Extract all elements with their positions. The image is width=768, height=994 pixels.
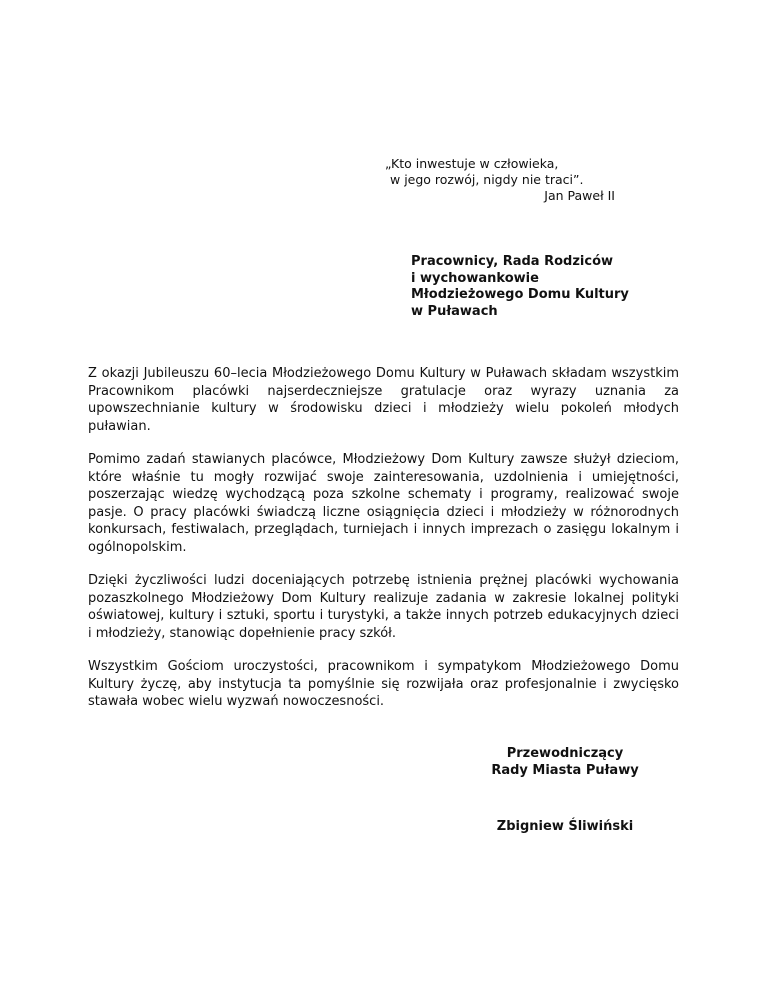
epigraph-quote [385,156,615,204]
addressee-block [411,254,711,320]
body-paragraph-4: Wszystkim Gościom uroczystości, pracownikom i sympatykom Młodzieżowego Domu Kultury życzę, aby instytucja ta pomyślnie się rozwijała oraz profesjonalnie i zwycięsko stawała wobec wielu wyzwań nowoczesności. [88,659,679,709]
addressee-line: Pracownicy, Rada Rodziców [411,254,614,269]
body-paragraph-3: Dzięki życzliwości ludzi doceniających potrzebę istnienia prężnej placówki wychowania pozaszkolnego Młodzieżowy Dom Kultury realizuje zadania w zakresie lokalnej polityki oświatowej, kultury i sztuki, sportu i turystyki, a także innych potrzeb edukacyjnych dzieci i młodzieży, stanowiąc dopełnienie pracy szkół. [88,573,679,641]
signer-title-line-1: Przewodniczący [506,746,624,761]
quote-line-1: „Kto inwestuje w człowieka, [385,156,559,171]
body-paragraph-2: Pomimo zadań stawianych placówce, Młodzieżowy Dom Kultury zawsze służył dzieciom, które właśnie tu mogły rozwijać swoje zainteresowania, uzdolnienia i umiejętności, poszerzając wiedzę wychodzącą poza szkolne schematy i programy, realizować swoje pasje. O pracy placówki świadczą liczne osiągnięcia dzieci i młodzieży w różnorodnych konkursach, festiwalach, przeglądach, turniejach i innych imprezach o zasięgu lokalnym i ogólnopolskim. [88,452,679,555]
quote-author: Jan Paweł II [544,188,615,203]
signer-name: Zbigniew Śliwiński [496,819,634,834]
signer-title-line-2: Rady Miasta Puławy [491,763,639,778]
quote-line-2: w jego rozwój, nigdy nie traci”. [390,172,584,187]
letter-body [88,365,679,727]
addressee-line: w Puławach [411,303,498,319]
addressee-line: i wychowankowie [411,270,539,286]
signature-block [480,745,650,835]
body-paragraph-1: Z okazji Jubileuszu 60–lecia Młodzieżowego Domu Kultury w Puławach składam wszystkim Pracownikom placówki najserdeczniejsze gratulacje oraz wyrazy uznania za upowszechnianie kultury w środowisku dzieci i młodzieży wielu pokoleń młodych puławian. [88,366,679,434]
addressee-line: Młodzieżowego Domu Kultury [411,287,629,302]
